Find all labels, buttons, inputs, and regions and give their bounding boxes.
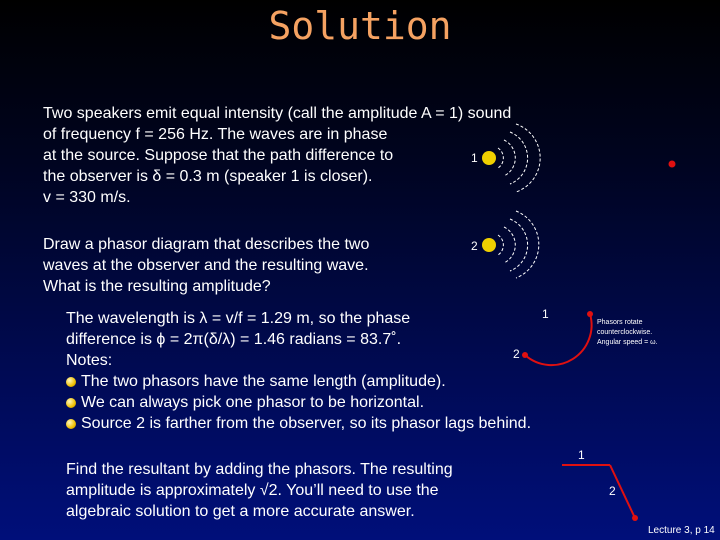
bullet-text: Source 2 is farther from the observer, so its phasor lags behind. (81, 415, 532, 432)
speakers-diagram (460, 120, 690, 280)
speaker-2-icon (482, 238, 496, 252)
speaker-2 (482, 238, 496, 252)
phasor-diagram-2 (560, 445, 660, 525)
bullet-text: We can always pick one phasor to be horizontal. (81, 394, 425, 411)
question-paragraph (43, 234, 369, 297)
answer-line: Notes: (66, 352, 113, 369)
bullet-dot-icon (66, 398, 76, 408)
slide-title: Solution (268, 4, 452, 48)
intro-line: v = 330 m/s. (43, 189, 131, 206)
resultant-line: algebraic solution to get a more accurate answer. (66, 503, 415, 520)
speaker-1-icon (482, 151, 496, 165)
phasor-note-line: counterclockwise. (597, 329, 653, 336)
phasor-1-label: 1 (578, 448, 585, 462)
intro-line: the observer is δ = 0.3 m (speaker 1 is closer). (43, 168, 373, 185)
resultant-paragraph (66, 459, 453, 522)
intro-line: at the source. Suppose that the path difference to (43, 147, 394, 164)
phasor-2-label: 2 (513, 347, 520, 361)
wavefront (510, 132, 528, 184)
speaker-2-wavefronts (498, 211, 539, 278)
question-line: Draw a phasor diagram that describes the two (43, 236, 370, 253)
bullet-dot-icon (66, 419, 76, 429)
phasor-rotation-arc (525, 314, 592, 365)
resultant-line: amplitude is approximately √2. You’ll need to use the (66, 482, 439, 499)
wavefront (516, 124, 540, 192)
wavefront (504, 227, 515, 263)
phasor-tip (587, 311, 593, 317)
intro-line: Two speakers emit equal intensity (call the amplitude A = 1) sound (43, 105, 512, 122)
question-line: waves at the observer and the resulting wave. (43, 257, 369, 274)
wavefront (498, 235, 503, 255)
bullet-item (66, 371, 531, 392)
resultant-line: Find the resultant by adding the phasors. The resulting (66, 461, 453, 478)
intro-line: of frequency f = 256 Hz. The waves are in phase (43, 126, 388, 143)
speaker-2-label: 2 (471, 239, 478, 253)
phasor-tip (522, 352, 528, 358)
speaker-1 (482, 151, 496, 165)
phasor-2-label: 2 (609, 484, 616, 498)
phasor-note (597, 318, 658, 348)
phasor-1-label: 1 (542, 307, 549, 321)
wavefront (504, 140, 515, 176)
wavefront (510, 219, 528, 271)
observer-icon (669, 161, 676, 168)
bullet-item (66, 392, 531, 413)
wavefront (498, 148, 503, 168)
bullet-text: The two phasors have the same length (amplitude). (81, 373, 446, 390)
intro-paragraph (43, 103, 511, 208)
phasor-note-line: Phasors rotate (597, 319, 643, 326)
question-line: What is the resulting amplitude? (43, 278, 271, 295)
answer-line: difference is ϕ = 2π(δ/λ) = 1.46 radians = 83.7˚. (66, 331, 402, 348)
answer-paragraph (66, 308, 531, 434)
speaker-1-label: 1 (471, 151, 478, 165)
footer-lecture-page: Lecture 3, p 14 (648, 525, 715, 536)
phasor-note-line: Angular speed = ω. (597, 339, 658, 346)
bullet-item (66, 413, 531, 434)
bullet-dot-icon (66, 377, 76, 387)
answer-line: The wavelength is λ = v/f = 1.29 m, so the phase (66, 310, 411, 327)
speaker-1-wavefronts (498, 124, 540, 192)
phasor-tip (632, 515, 638, 521)
phasor-diagram-1 (505, 300, 605, 370)
